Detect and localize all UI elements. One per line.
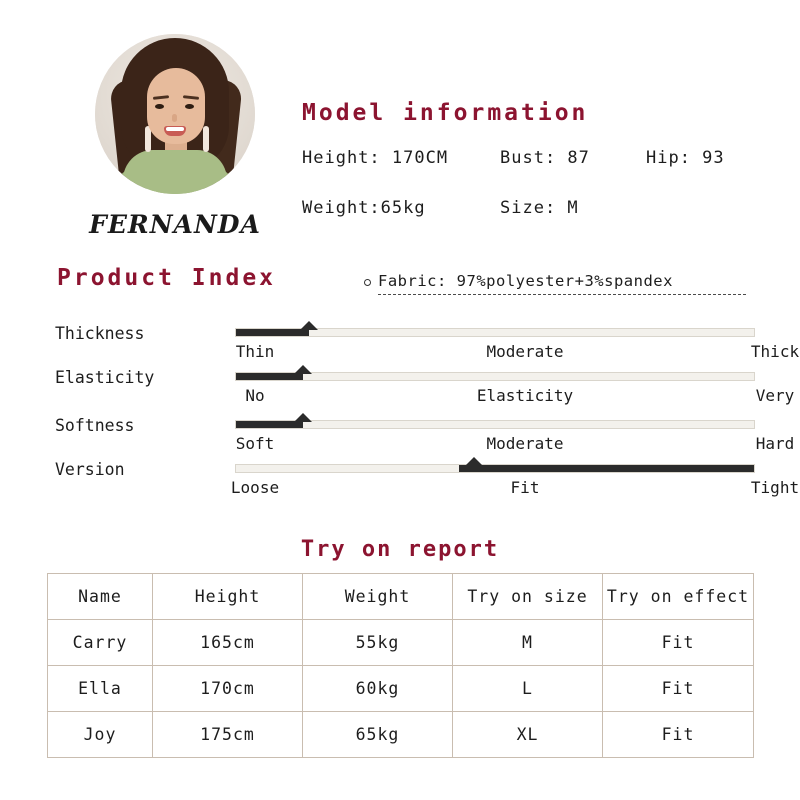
- cell-name: Ella: [48, 666, 153, 712]
- model-weight: Weight:65kg: [302, 198, 426, 218]
- index-tick-left: Thin: [235, 342, 275, 361]
- index-tick-right: Thick: [750, 342, 800, 361]
- index-label: Version: [55, 460, 125, 479]
- index-slider-track[interactable]: [235, 420, 755, 429]
- index-row-softness: [55, 414, 795, 460]
- cell-height: 175cm: [153, 712, 303, 758]
- index-tick-middle: Elasticity: [476, 386, 574, 405]
- table-row: [48, 712, 754, 758]
- index-slider-fill: [459, 465, 754, 472]
- cell-weight: 60kg: [303, 666, 453, 712]
- try-on-report-table: [47, 573, 754, 758]
- index-slider-marker: [294, 413, 312, 422]
- fabric-text: Fabric: 97%polyester+3%spandex: [378, 272, 673, 290]
- index-label: Thickness: [55, 324, 145, 343]
- index-slider-fill: [236, 421, 303, 428]
- nose: [172, 114, 177, 122]
- cell-try-on-size: XL: [453, 712, 603, 758]
- index-slider-fill: [236, 329, 309, 336]
- index-slider-marker: [300, 321, 318, 330]
- cell-try-on-effect: Fit: [603, 666, 754, 712]
- teeth: [166, 127, 184, 131]
- index-tick-left: No: [245, 386, 265, 405]
- index-tick-middle: Moderate: [486, 434, 564, 453]
- try-on-report-title: Try on report: [300, 537, 500, 562]
- cell-height: 165cm: [153, 620, 303, 666]
- index-tick-labels: [205, 342, 800, 364]
- cell-name: Joy: [48, 712, 153, 758]
- index-slider-marker: [294, 365, 312, 374]
- cell-try-on-effect: Fit: [603, 712, 754, 758]
- index-row-thickness: [55, 322, 800, 368]
- index-slider-track[interactable]: [235, 372, 755, 381]
- index-tick-labels: [205, 386, 800, 408]
- cell-weight: 55kg: [303, 620, 453, 666]
- model-information-section: [0, 20, 800, 239]
- table-header-row: [48, 574, 754, 620]
- table-row: [48, 620, 754, 666]
- cell-try-on-effect: Fit: [603, 620, 754, 666]
- index-slider-fill: [236, 373, 303, 380]
- model-bust: Bust: 87: [500, 148, 590, 168]
- index-slider-track[interactable]: [235, 328, 755, 337]
- index-tick-right: Tight: [750, 478, 800, 497]
- table-row: [48, 666, 754, 712]
- model-information-title: Model information: [302, 100, 589, 126]
- index-tick-middle: Fit: [510, 478, 540, 497]
- product-index-title: Product Index: [57, 265, 277, 291]
- index-tick-left: Loose: [230, 478, 280, 497]
- index-row-elasticity: [55, 366, 795, 412]
- top-garment: [123, 150, 227, 194]
- column-header-height: Height: [153, 574, 303, 620]
- fabric-composition: [378, 272, 750, 290]
- cell-try-on-size: L: [453, 666, 603, 712]
- index-slider-track[interactable]: [235, 464, 755, 473]
- model-name: FERNANDA: [89, 210, 261, 239]
- column-header-try-on-effect: Try on effect: [603, 574, 754, 620]
- index-tick-right: Very: [755, 386, 795, 405]
- eye-right: [185, 104, 194, 109]
- index-tick-left: Soft: [235, 434, 275, 453]
- cell-weight: 65kg: [303, 712, 453, 758]
- index-label: Elasticity: [55, 368, 155, 387]
- column-header-name: Name: [48, 574, 153, 620]
- cell-height: 170cm: [153, 666, 303, 712]
- index-tick-labels: [205, 434, 800, 456]
- index-tick-right: Hard: [755, 434, 795, 453]
- eye-left: [155, 104, 164, 109]
- index-tick-middle: Moderate: [486, 342, 564, 361]
- model-hip: Hip: 93: [646, 148, 725, 168]
- column-header-weight: Weight: [303, 574, 453, 620]
- index-row-version: [55, 458, 800, 504]
- earring-right-icon: [203, 126, 209, 152]
- avatar: [95, 34, 255, 194]
- index-tick-labels: [205, 478, 800, 500]
- cell-name: Carry: [48, 620, 153, 666]
- cell-try-on-size: M: [453, 620, 603, 666]
- model-size: Size: M: [500, 198, 579, 218]
- bullet-icon: [364, 279, 371, 286]
- model-portrait-image: [95, 34, 255, 194]
- column-header-try-on-size: Try on size: [453, 574, 603, 620]
- model-height: Height: 170CM: [302, 148, 449, 168]
- fabric-underline: [378, 294, 746, 295]
- index-slider-marker: [465, 457, 483, 466]
- index-label: Softness: [55, 416, 135, 435]
